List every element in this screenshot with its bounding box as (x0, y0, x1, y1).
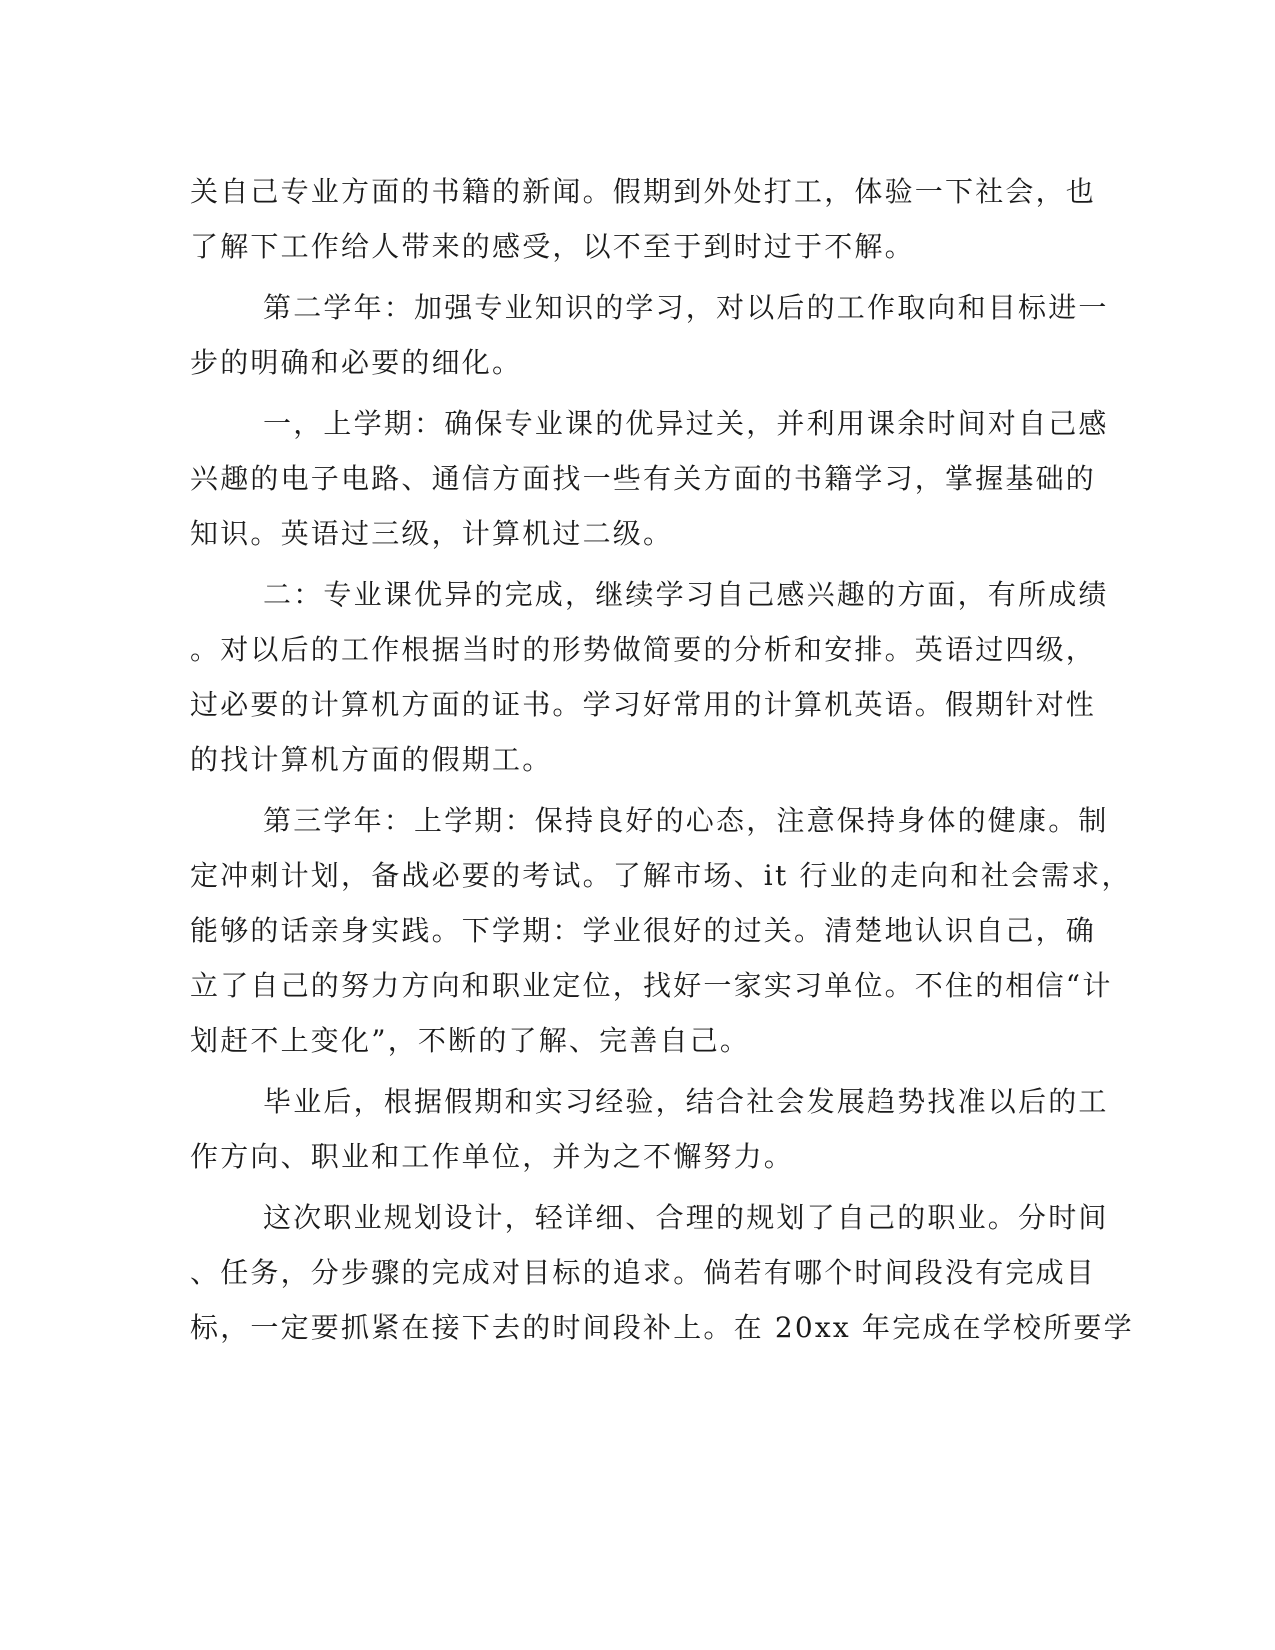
text-line: 作方向、职业和工作单位，并为之不懈努力。 (190, 1140, 795, 1173)
paragraph-start-line: 第二学年：加强专业知识的学习，对以后的工作取向和目标进一 (263, 291, 1109, 324)
paragraph-start-line: 这次职业规划设计，轻详细、合理的规划了自己的职业。分时间 (263, 1201, 1109, 1234)
text-line: 了解下工作给人带来的感受，以不至于到时过于不解。 (190, 230, 915, 263)
text-line: 步的明确和必要的细化。 (190, 346, 523, 379)
text-line: 、任务，分步骤的完成对目标的追求。倘若有哪个时间段没有完成目 (190, 1256, 1097, 1289)
text-line: 定冲刺计划，备战必要的考试。了解市场、it 行业的走向和社会需求， (190, 859, 1132, 892)
text-line: 能够的话亲身实践。下学期：学业很好的过关。清楚地认识自己，确 (190, 914, 1097, 947)
text-line: 的找计算机方面的假期工。 (190, 743, 553, 776)
text-line: 立了自己的努力方向和职业定位，找好一家实习单位。不住的相信“计 (190, 969, 1113, 1002)
text-line: 知识。英语过三级，计算机过二级。 (190, 517, 674, 550)
document-body (190, 164, 1134, 1355)
paragraph-start-line: 二：专业课优异的完成，继续学习自己感兴趣的方面，有所成绩 (263, 578, 1109, 611)
paragraph-start-line: 一，上学期：确保专业课的优异过关，并利用课余时间对自己感 (263, 407, 1109, 440)
text-line: 过必要的计算机方面的证书。学习好常用的计算机英语。假期针对性 (190, 688, 1097, 721)
paragraph-start-line: 毕业后，根据假期和实习经验，结合社会发展趋势找准以后的工 (263, 1085, 1109, 1118)
text-line: 。对以后的工作根据当时的形势做简要的分析和安排。英语过四级， (190, 633, 1097, 666)
text-line: 兴趣的电子电路、通信方面找一些有关方面的书籍学习，掌握基础的 (190, 462, 1097, 495)
text-line: 划赶不上变化”，不断的了解、完善自己。 (190, 1024, 751, 1057)
text-line: 标，一定要抓紧在接下去的时间段补上。在 20xx 年完成在学校所要学 (190, 1311, 1134, 1344)
paragraph-start-line: 第三学年：上学期：保持良好的心态，注意保持身体的健康。制 (263, 804, 1109, 837)
text-line: 关自己专业方面的书籍的新闻。假期到外处打工，体验一下社会，也 (190, 175, 1097, 208)
